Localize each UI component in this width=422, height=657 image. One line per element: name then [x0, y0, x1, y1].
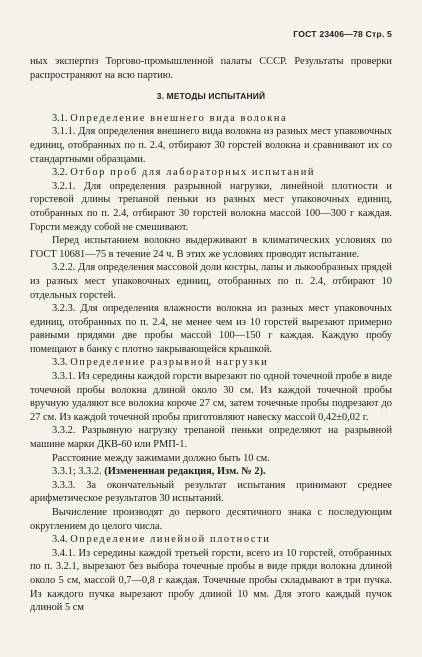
paragraph-3-2-3: 3.2.3. Для определения влажности волокна из разных мест упаковочных единиц, отобранных по п. 2.4, не менее чем из 10 горстей вырезают примерно равными прядями две пробы массой 100—150 г каждая. Каждую пробу помещают в банку с плотно закрывающейся крышкой. — [30, 303, 392, 355]
subsection-3-4-number: 3.4. — [52, 534, 71, 546]
paragraph-3-3-3-rounding: Вычисление производят до первого десятичного знака с последующим округлением до целого числа. — [30, 507, 392, 532]
subsection-3-1-title: Определение внешнего вида волокна — [70, 112, 288, 124]
intro-paragraph: ных экспертиз Торгово-промышленной палаты СССР. Результаты проверки распространяют на всю партию. — [30, 56, 392, 81]
paragraph-3-4-1: 3.4.1. Из середины каждой третьей горсти, всего из 10 горстей, отобранных по п. 3.2.1, вырезают без выбора точечные пробы в виде пряди волокна длиной около 5 см, массой 0,7—0,8 г каждая. Точечные пробы складывают в три пучка. Из каждого пучка вырезают пробу длиной 10 мм. Для этого каждый пучок длиной 5 см — [30, 547, 392, 614]
subsection-3-1-heading — [30, 112, 392, 126]
subsection-3-4-heading — [30, 533, 392, 547]
subsection-3-2-heading — [30, 166, 392, 180]
subsection-3-2-number: 3.2. — [52, 167, 71, 179]
paragraph-3-3-1: 3.3.1. Из середины каждой горсти вырезают по одной точечной пробе в виде точечной пробы волокна длиной около 30 см. Из каждой точечной пробы вручную удаляют все волокна короче 27 см, затем точечные пробы подрезают до 27 см. Из каждой точечной пробы приготовляют навеску массой 0,42±0,02 г. — [30, 371, 392, 423]
paragraph-3-2-1-conditions: Перед испытанием волокно выдерживают в климатических условиях по ГОСТ 10681—75 в течение 24 ч. В этих же условиях проводят испытание. — [30, 235, 392, 260]
subsection-3-3-title: Определение разрывной нагрузки — [70, 357, 269, 369]
amendment-text: (Измененная редакция, Изм. № 2). — [104, 466, 266, 478]
paragraph-3-2-1: 3.2.1. Для определения разрывной нагрузки, линейной плотности и горстевой длины трепаной пеньки из разных мест упаковочных единиц, отобранных по п. 2.4, отбирают 30 горстей волокна массой 100—300 г каждая. Горсти между собой не смешивают. — [30, 180, 392, 233]
page-header: ГОСТ 23406—78 Стр. 5 — [293, 29, 392, 39]
subsection-3-2-title: Отбор проб для лабораторных испытаний — [70, 167, 316, 179]
amendment-note — [30, 465, 392, 479]
paragraph-3-2-2: 3.2.2. Для определения массовой доли костры, лапы и лыкообразных прядей из разных мест упаковочных единиц, отобранных по п. 2.4, отбирают 10 отдельных горстей. — [30, 262, 392, 301]
paragraph-3-3-3: 3.3.3. За окончательный результат испытания принимают среднее арифметическое результатов 30 испытаний. — [30, 479, 392, 505]
subsection-3-3-number: 3.3. — [52, 357, 71, 369]
paragraph-3-3-2: 3.3.2. Разрывную нагрузку трепаной пеньки определяют на разрывной машине марки ДКВ-60 или РМП-1. — [30, 425, 392, 451]
paragraph-3-1-1: 3.1.1. Для определения внешнего вида волокна из разных мест упаковочных единиц, отобранных по п. 2.4, отбирают 30 горстей волокна и сравнивают их со стандартными образцами. — [30, 126, 392, 165]
paragraph-3-3-2-distance: Расстояние между зажимами должно быть 10 см. — [52, 452, 270, 464]
amendment-reference: 3.3.1; 3.3.2. — [52, 466, 105, 478]
page-content — [30, 55, 392, 615]
subsection-3-1-number: 3.1. — [52, 112, 71, 124]
section-title: 3. МЕТОДЫ ИСПЫТАНИЙ — [156, 91, 266, 102]
subsection-3-3-heading — [30, 356, 392, 370]
subsection-3-4-title: Определение линейной плотности — [70, 534, 271, 546]
